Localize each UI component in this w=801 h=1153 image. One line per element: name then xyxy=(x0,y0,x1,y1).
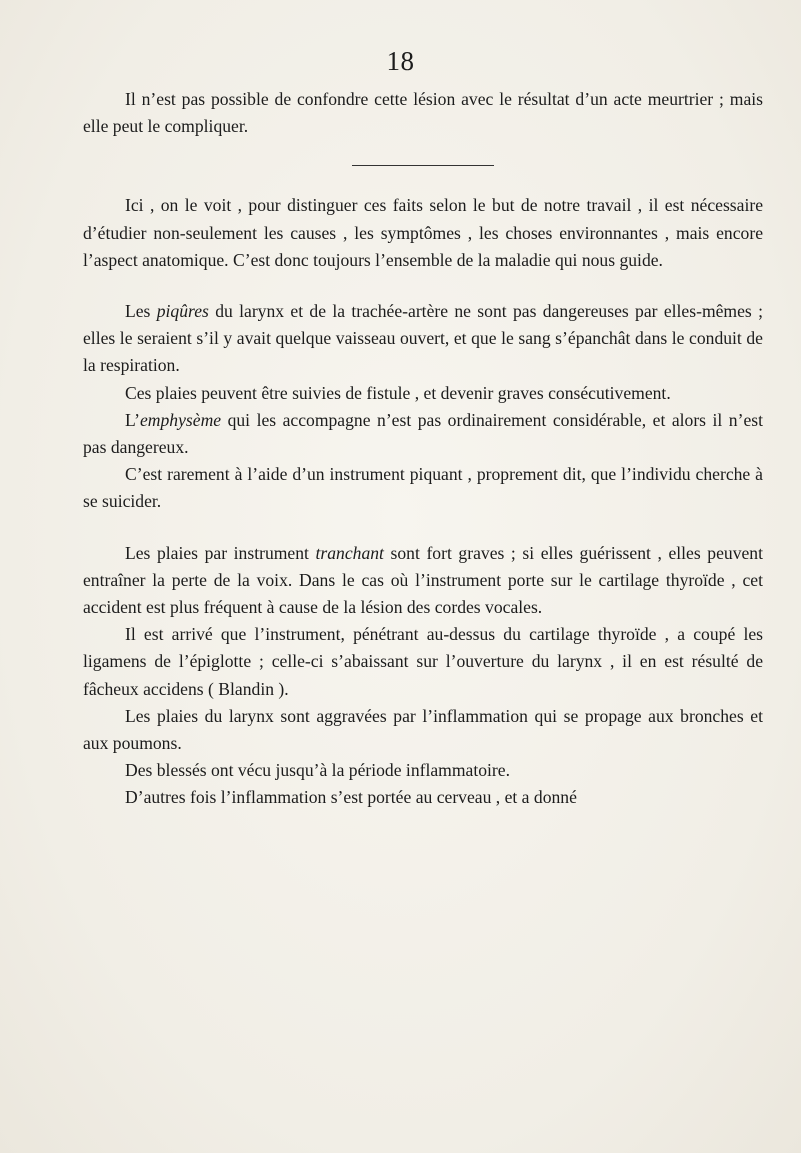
text-run: Les xyxy=(125,301,157,322)
paragraph xyxy=(83,380,763,407)
paragraph xyxy=(83,192,763,274)
text-run: L’ xyxy=(125,409,140,430)
paragraph xyxy=(83,540,763,622)
paragraph xyxy=(83,461,763,515)
text-run: du larynx et de la trachée-artère ne sont pas dangereuses par elles-mêmes ; elles le seraient s’il y avait quelque vaisseau ouvert, et que le sang s’épanchât dans le conduit de la respiration. xyxy=(83,301,763,376)
paragraph xyxy=(83,86,763,140)
text-run: D’autres fois l’inflammation s’est portée au cerveau , et a donné xyxy=(125,787,577,808)
italic-term: piqûres xyxy=(156,301,209,322)
text-run: Il n’est pas possible de confondre cette lésion avec le résultat d’un acte meurtrier ; mais elle peut le compliquer. xyxy=(83,89,763,137)
paragraph xyxy=(83,784,763,811)
paragraph xyxy=(83,703,763,757)
page-number: 18 xyxy=(386,46,415,76)
paragraph-gap xyxy=(83,274,763,298)
text-run: Ici , on le voit , pour distinguer ces faits selon le but de notre travail , il est nécessaire d’étudier non-seulement les causes , les symptômes , les choses environnantes , mais encore l’aspect anatomique. C’est donc toujours l’ensemble de la maladie qui nous guide. xyxy=(83,195,763,270)
italic-term: emphysème xyxy=(140,409,222,430)
text-run: sont fort graves ; si elles guérissent , elles peuvent entraîner la perte de la voix. Dans le cas où l’instrument porte sur le cartilage thyroïde , cet accident est plus fréquent à cause de la lésion des cordes vocales. xyxy=(83,542,763,618)
text-run: C’est rarement à l’aide d’un instrument piquant , proprement dit, que l’individu cherche à se suicider. xyxy=(83,464,763,512)
paragraph xyxy=(83,757,763,784)
paragraph xyxy=(83,407,763,461)
text-column xyxy=(83,86,763,812)
text-run: Des blessés ont vécu jusqu’à la période inflammatoire. xyxy=(125,760,510,781)
text-run: Les plaies du larynx sont aggravées par l’inflammation qui se propage aux bronches et aux poumons. xyxy=(83,705,763,754)
italic-term: tranchant xyxy=(315,542,384,563)
text-run: Il est arrivé que l’instrument, pénétrant au-dessus du cartilage thyroïde , a coupé les ligamens de l’épiglotte ; celle-ci s’abaissant sur l’ouverture du larynx , il en est résulté de fâcheux accidens ( Blandin ). xyxy=(83,624,763,699)
paragraph xyxy=(83,298,763,380)
text-run: Les plaies par instrument xyxy=(125,542,316,563)
paragraph-gap xyxy=(83,516,763,540)
text-run: Ces plaies peuvent être suivies de fistule , et devenir graves consécutivement. xyxy=(125,382,671,403)
section-divider xyxy=(352,165,494,166)
paragraph xyxy=(83,621,763,703)
text-run: qui les accompagne n’est pas ordinairement considérable, et alors il n’est pas dangereux. xyxy=(83,409,763,458)
